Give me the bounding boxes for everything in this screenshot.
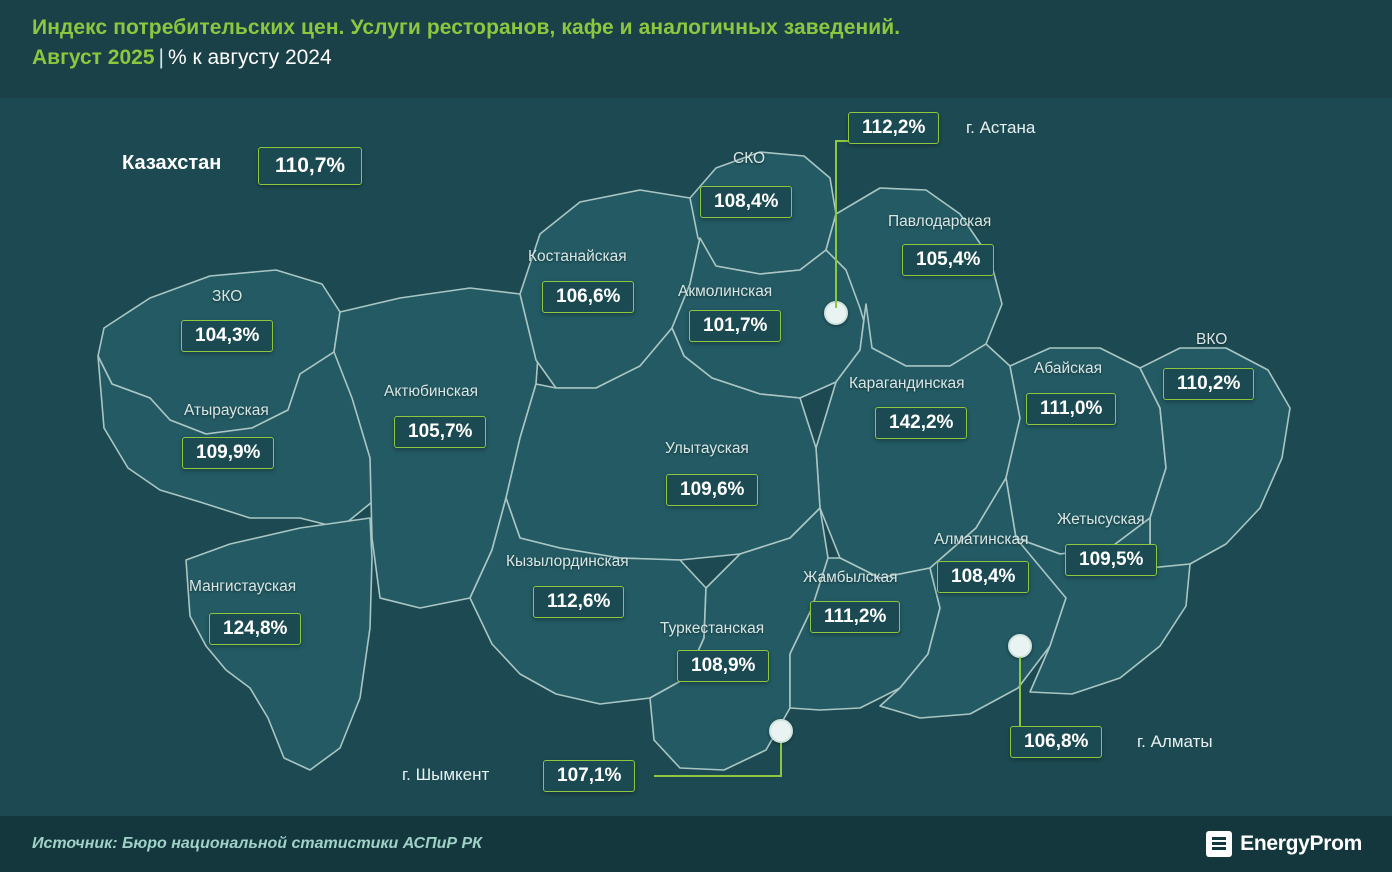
region-value-mangystau[interactable]: 124,8%	[209, 613, 301, 645]
country-value-badge[interactable]: 110,7%	[258, 147, 362, 185]
city-value-astana[interactable]: 112,2%	[848, 112, 939, 144]
region-value-ulytau[interactable]: 109,6%	[666, 474, 758, 506]
region-value-pavlodar[interactable]: 105,4%	[902, 244, 994, 276]
region-label-karaganda: Карагандинская	[849, 375, 965, 392]
region-value-zko[interactable]: 104,3%	[181, 320, 273, 352]
region-value-turkestan[interactable]: 108,9%	[677, 650, 769, 682]
leader-line-shymkent-horizontal	[654, 775, 782, 777]
city-label-almaty: г. Алматы	[1137, 732, 1213, 751]
leader-line-shymkent-vertical	[780, 743, 782, 776]
comparison-label: % к августу 2024	[167, 46, 332, 69]
region-label-ulytau: Улытауская	[665, 440, 749, 457]
region-value-atyrau[interactable]: 109,9%	[182, 437, 274, 469]
page-title: Индекс потребительских цен. Услуги ресторанов, кафе и аналогичных заведений.	[32, 16, 901, 39]
region-label-mangystau: Мангистауская	[189, 578, 297, 595]
header	[0, 0, 1392, 98]
region-value-zhambyl[interactable]: 111,2%	[810, 601, 900, 633]
region-label-zko: ЗКО	[212, 288, 243, 305]
city-value-shymkent[interactable]: 107,1%	[543, 760, 635, 792]
page-subtitle	[32, 46, 1392, 70]
region-label-zhambyl: Жамбылская	[803, 569, 898, 586]
region-value-aktobe[interactable]: 105,7%	[394, 416, 486, 448]
region-label-atyrau: Атырауская	[184, 402, 269, 419]
period-label: Август 2025	[32, 46, 155, 69]
source-note: Источник: Бюро национальной статистики АСПиР РК	[32, 835, 482, 852]
city-label-astana: г. Астана	[966, 118, 1036, 137]
region-label-turkestan: Туркестанская	[660, 620, 765, 637]
energyprom-logo-icon	[1206, 831, 1232, 857]
region-value-almaty-region[interactable]: 108,4%	[937, 561, 1029, 593]
region-value-kostanay[interactable]: 106,6%	[542, 281, 634, 313]
region-label-pavlodar: Павлодарская	[888, 213, 992, 230]
city-value-almaty[interactable]: 106,8%	[1010, 726, 1102, 758]
title-separator: |	[158, 46, 164, 69]
region-label-vko: ВКО	[1196, 331, 1228, 348]
city-dot-almaty[interactable]	[1008, 634, 1032, 658]
brand-logo[interactable]	[1206, 831, 1362, 857]
country-label: Казахстан	[122, 152, 222, 174]
footer	[0, 816, 1392, 872]
region-value-sko[interactable]: 108,4%	[700, 186, 792, 218]
region-label-abay: Абайская	[1034, 360, 1103, 377]
region-value-vko[interactable]: 110,2%	[1163, 368, 1254, 400]
region-value-zhetysu[interactable]: 109,5%	[1065, 544, 1157, 576]
city-label-shymkent: г. Шымкент	[402, 765, 490, 784]
region-label-kostanay: Костанайская	[528, 248, 627, 265]
region-label-akmola: Акмолинская	[678, 283, 773, 300]
region-value-akmola[interactable]: 101,7%	[689, 310, 781, 342]
region-label-zhetysu: Жетысуская	[1057, 511, 1145, 528]
leader-line-astana-vertical	[835, 142, 837, 308]
brand-name: EnergyProm	[1240, 832, 1362, 855]
region-value-kyzylorda[interactable]: 112,6%	[533, 586, 624, 618]
leader-line-almaty-vertical	[1019, 657, 1021, 733]
region-label-almaty-region: Алматинская	[934, 531, 1029, 548]
region-label-kyzylorda: Кызылординская	[506, 553, 629, 570]
region-value-abay[interactable]: 111,0%	[1026, 393, 1116, 425]
region-value-karaganda[interactable]: 142,2%	[875, 407, 967, 439]
city-dot-shymkent[interactable]	[769, 719, 793, 743]
region-label-aktobe: Актюбинская	[384, 383, 478, 400]
region-label-sko: СКО	[733, 150, 766, 167]
